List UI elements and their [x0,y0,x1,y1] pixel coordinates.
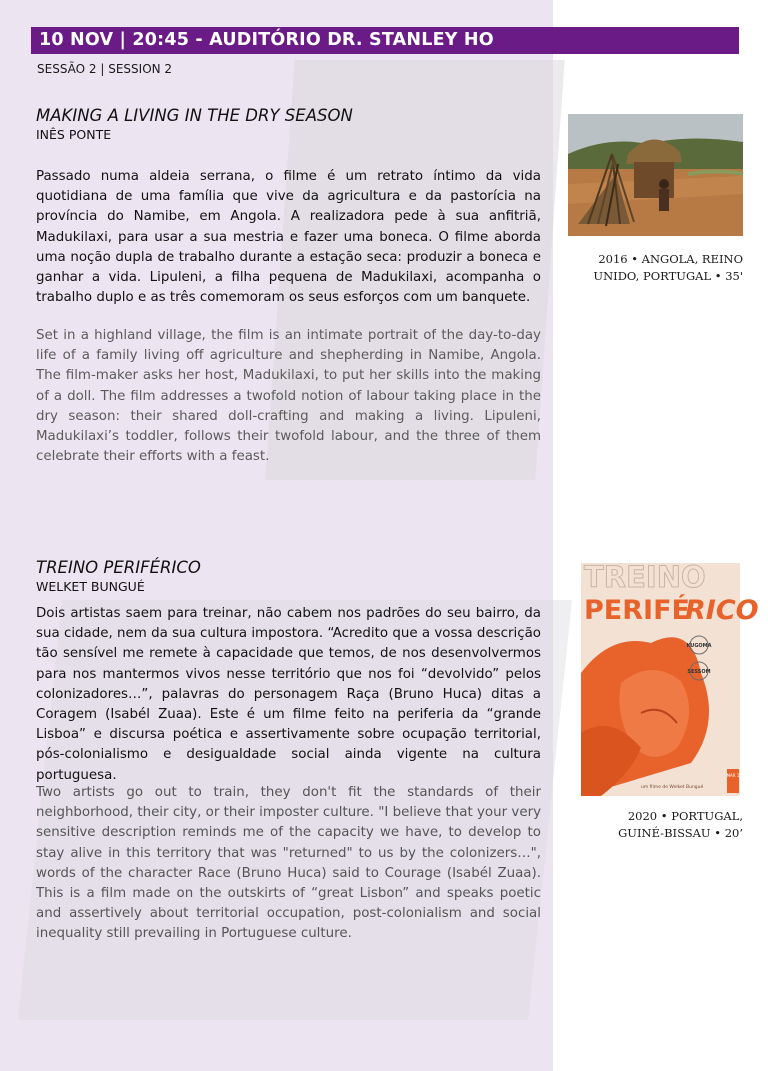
session-label: SESSÃO 2 | SESSION 2 [37,62,173,76]
film-director: INÊS PONTE [36,127,112,142]
poster-credit: um filme de Welket Bungué [641,785,704,790]
caption-line: 2020 • PORTUGAL, [627,809,743,823]
poster-title-top: TREINO [584,560,706,594]
poster-laurel-2: SESSOM [687,669,711,675]
film-description-en: Two artists go out to train, they don't fit the standards of their neighborhood, their city, or their imposter culture. "I believe that your very sensitive description reminds me of the capacity we have, to develop to stay alive in this territory that was "returned" to us by the colonizers…", words of the character Race (Bruno Huca) said to Courage (Isabél Zuaa). This is a film made on the outskirts of “great Lisbon” and speaks poetic and assertively about territorial occupation, post-colonialism and social inequality still prevailing in Portuguese culture. [36,785,541,942]
film-title: TREINO PERIFÉRICO [36,558,201,577]
poster-title-bottom-a: PERIFÉ [584,595,690,626]
film-description-en: Set in a highland village, the film is an intimate portrait of the day-to-day life of a family living off agriculture and shepherding in Namibe, Angola. The film-maker asks her host, Madukilaxi, to put her skills into the making of a doll. The film addresses a twofold notion of labour taking place in the dry season: their shared doll-crafting and making a living. Lipuleni, Madukilaxi’s toddler, follows their twofold labour, and the three of them celebrate their efforts with a feast. [36,328,541,465]
film-still-image [568,114,743,236]
caption-line: UNIDO, PORTUGAL • 35' [593,269,743,283]
poster-title-bottom-b: RICO [685,595,759,626]
caption-line: 2016 • ANGOLA, REINO [598,252,743,266]
film-description-pt: Dois artistas saem para treinar, não cabem nos padrões do seu bairro, da sua cidade, nem da sua cultura impostora. “Acredito que a vossa descrição tão sensível me remete à capacidade que temos, de nos desenvolvermos para nos mantermos vivos nesse território que nos foi “devolvido” pelos colonizadores…”, palavras do personagem Raça (Bruno Huca) ditas a Coragem (Isabél Zuaa). Este é um filme feito na periferia da “grande Lisboa” e discursa poética e assertivamente sobre ocupação territorial, pós-colonialismo e desigualdade social ainda vigente na cultura portuguesa. [36,606,541,783]
poster-laurel-1: KUGOMA [686,643,712,649]
caption-line: GUINÉ-BISSAU • 20’ [618,826,743,840]
film-caption [573,251,743,285]
film-title: MAKING A LIVING IN THE DRY SEASON [36,106,353,125]
session-header: 10 NOV | 20:45 - AUDITÓRIO DR. STANLEY HO [31,27,739,54]
film-caption [573,808,743,842]
film-director: WELKET BUNGUÉ [36,579,145,594]
poster-badge: MAR 1 [726,773,740,778]
film-description-pt: Passado numa aldeia serrana, o filme é um retrato íntimo da vida quotidiana de uma família que vive da agricultura e da pastorícia na província do Namibe, em Angola. A realizadora pede à sua anfitriã, Madukilaxi, para usar a sua mestria e fazer uma boneca. O filme aborda uma noção dupla de trabalho durante a estação seca: produzir a boneca e ganhar a vida. Lipuleni, a filha pequena de Madukilaxi, acompanha o trabalho duplo e as três comemoram os seus esforços com um banquete. [36,169,541,306]
film-poster [581,560,759,796]
